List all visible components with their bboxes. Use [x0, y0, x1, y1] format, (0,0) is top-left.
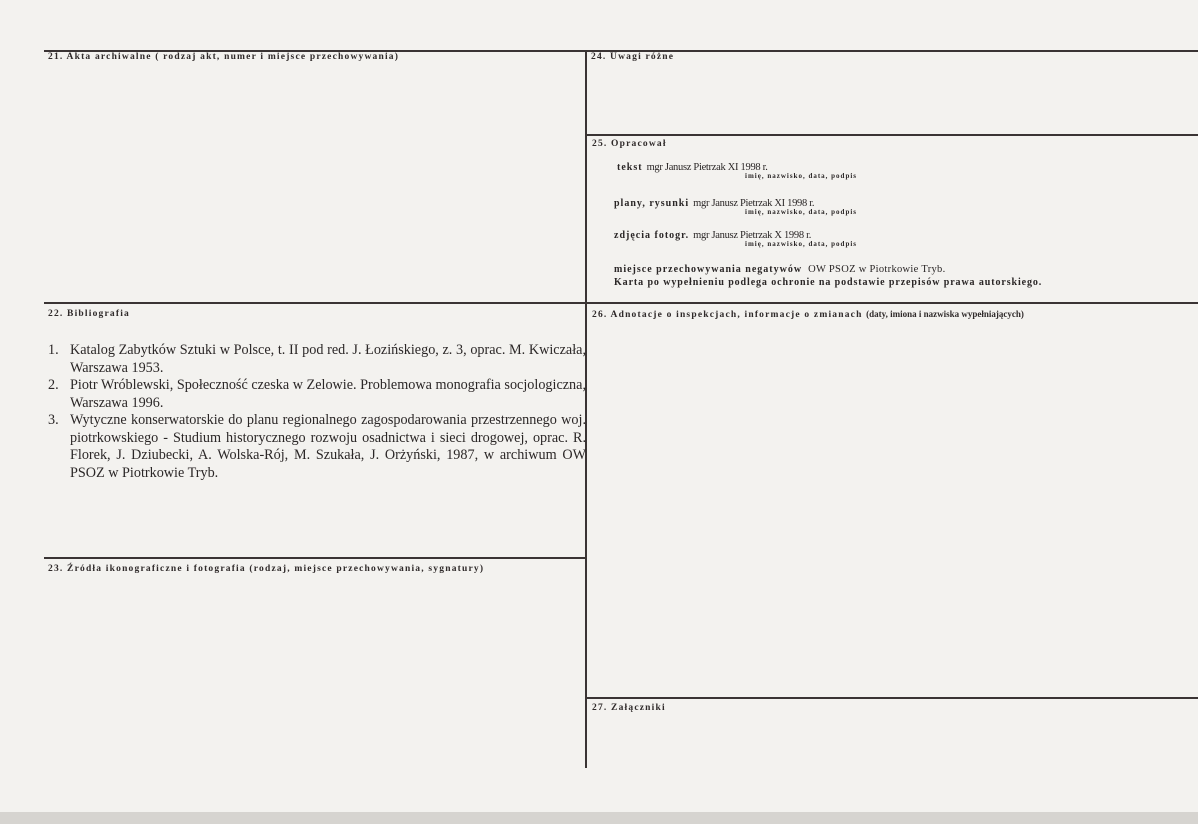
bibliography-item — [48, 342, 586, 377]
row-value: mgr Janusz Pietrzak XI 1998 r. — [693, 198, 815, 209]
row-caption: imię, nazwisko, data, podpis — [745, 172, 858, 180]
section-23-title: 23. Źródła ikonograficzne i fotografia (rodzaj, miejsce przechowywania, sygnatury) — [48, 564, 485, 574]
section-22-title: 22. Bibliografia — [48, 309, 131, 319]
section-25-title: 25. Opracował — [592, 139, 667, 149]
row-caption: imię, nazwisko, data, podpis — [745, 240, 858, 248]
scan-bottom-edge — [0, 812, 1198, 824]
item-number: 1. — [48, 342, 59, 358]
section-21-title: 21. Akta archiwalne ( rodzaj akt, numer i miejsce przechowywania) — [48, 52, 400, 62]
section-24-title: 24. Uwagi różne — [591, 52, 675, 62]
top-rule-right — [586, 50, 1198, 52]
bibliography-item — [48, 377, 586, 412]
rule-25 — [586, 134, 1198, 136]
negatives-label: miejsce przechowywania negatywów — [614, 264, 803, 275]
row-caption: imię, nazwisko, data, podpis — [745, 208, 858, 216]
row-label: zdjęcia fotogr. — [614, 230, 690, 241]
row-value: mgr Janusz Pietrzak XI 1998 r. — [646, 162, 768, 173]
section-26-title-note: (daty, imiona i nazwiska wypełniających) — [866, 309, 1024, 319]
rule-26 — [586, 302, 1198, 304]
row-label: tekst — [617, 162, 643, 173]
rule-22 — [44, 302, 586, 304]
row-label: plany, rysunki — [614, 198, 690, 209]
item-text: Piotr Wróblewski, Społeczność czeska w Zelowie. Problemowa monografia socjologiczna, Warszawa 1996. — [70, 377, 586, 411]
copyright-notice: Karta po wypełnieniu podlega ochronie na podstawie przepisów prawa autorskiego. — [614, 277, 1043, 288]
item-number: 3. — [48, 412, 59, 428]
rule-23 — [44, 557, 586, 559]
row-value: mgr Janusz Pietrzak X 1998 r. — [693, 230, 812, 241]
section-26-title — [592, 309, 1024, 320]
section-26-title-main: 26. Adnotacje o inspekcjach, informacje o zmianach — [592, 310, 863, 320]
item-text: Katalog Zabytków Sztuki w Polsce, t. II pod red. J. Łozińskiego, z. 3, oprac. M. Kwiczała, Warszawa 1953. — [70, 342, 586, 376]
negatives-location — [614, 259, 946, 277]
rule-27 — [586, 697, 1198, 699]
bibliography-list — [48, 342, 586, 482]
item-number: 2. — [48, 377, 59, 393]
section-27-title: 27. Załączniki — [592, 703, 666, 713]
negatives-value: OW PSOZ w Piotrkowie Tryb. — [808, 264, 946, 275]
item-text: Wytyczne konserwatorskie do planu regionalnego zagospodarowania przestrzennego woj. piotrkowskiego - Studium historycznego rozwoju osadnictwa i sieci drogowej, oprac. R. Florek, J. Dziubecki, A. Wolska-Rój, M. Szukała, J. Orżyński, 1987, w archiwum OW PSOZ w Piotrkowie Tryb. — [70, 412, 586, 481]
bibliography-item — [48, 412, 586, 482]
